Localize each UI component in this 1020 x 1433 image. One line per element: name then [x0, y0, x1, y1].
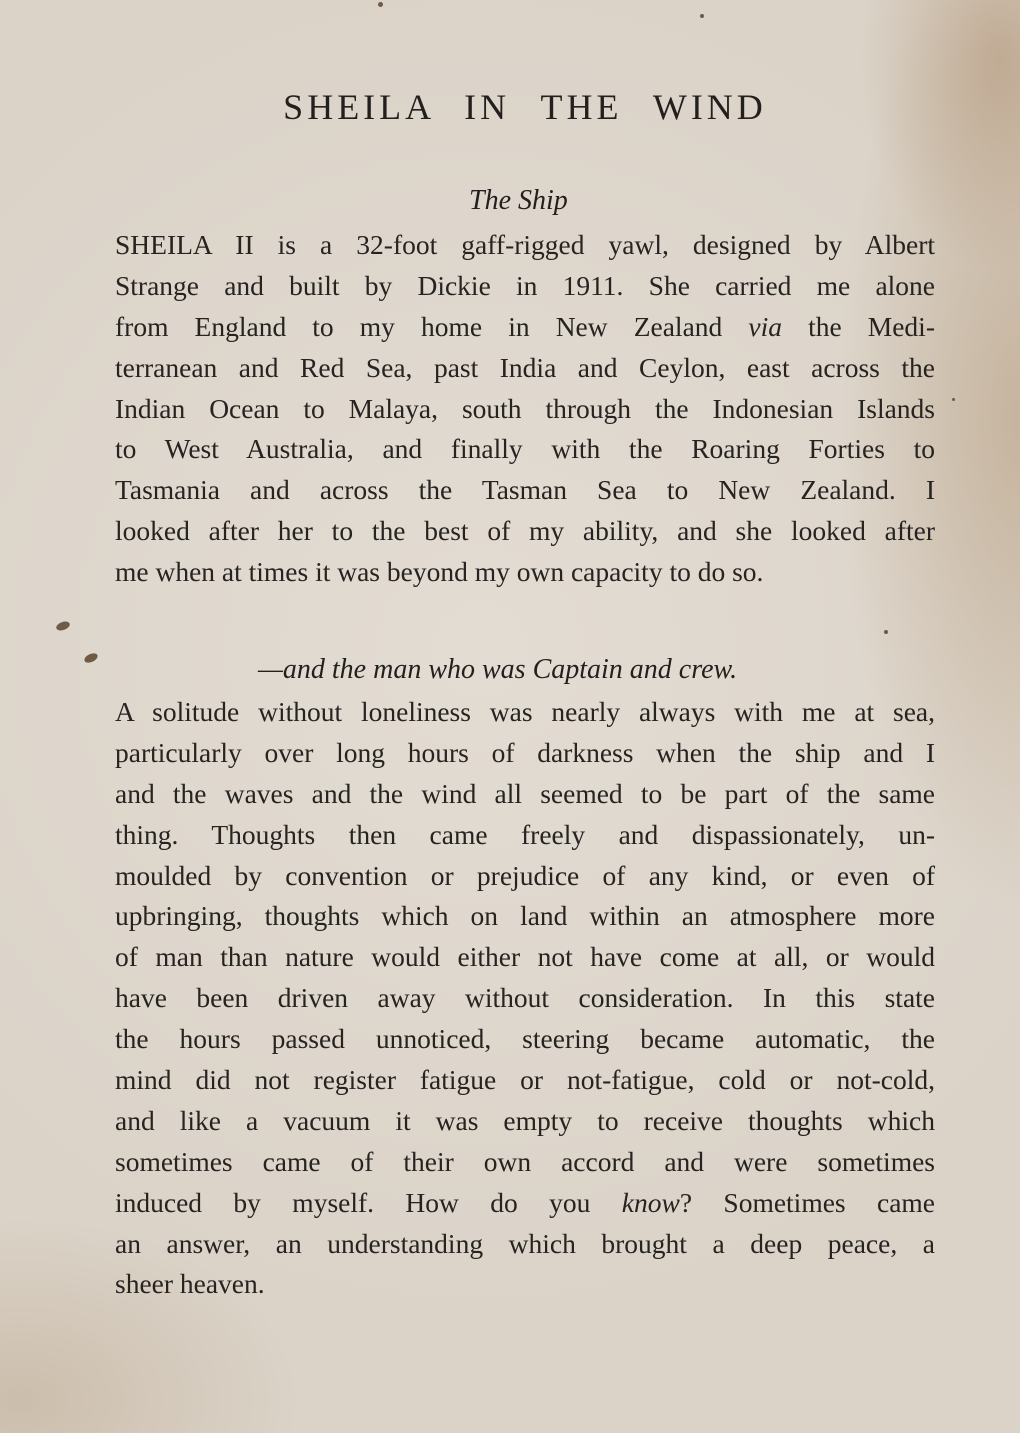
- ink-speck: [83, 651, 99, 664]
- text-line: SHEILA II is a 32-foot gaff-rigged yawl, designed by Albert: [115, 229, 935, 260]
- italic-word: know: [621, 1186, 680, 1218]
- text-line: of man than nature would either not have come at all, or would: [115, 941, 935, 973]
- text-line: sometimes came of their own accord and were sometimes: [115, 1145, 935, 1177]
- italic-word: via: [748, 310, 782, 342]
- text-line: particularly over long hours of darkness when the ship and I: [115, 736, 935, 768]
- text-line: have been driven away without consideration. In this state: [115, 982, 935, 1014]
- text-line: an answer, an understanding which brought a deep peace, a: [115, 1227, 935, 1259]
- text-line: A solitude without loneliness was nearly always with me at sea,: [115, 696, 935, 727]
- ink-speck: [952, 398, 955, 401]
- text-line: Indian Ocean to Malaya, south through the Indonesian Islands: [115, 392, 935, 424]
- text-line: and like a vacuum it was empty to receive thoughts which: [115, 1104, 935, 1136]
- page-title: SHEILA IN THE WIND: [283, 87, 767, 127]
- text-line: mind did not register fatigue or not-fatigue, cold or not-cold,: [115, 1064, 935, 1096]
- paragraph-the-ship: [115, 225, 935, 593]
- ink-speck: [884, 630, 888, 634]
- ink-speck: [55, 620, 71, 632]
- text-line: moulded by convention or prejudice of any kind, or even of: [115, 859, 935, 891]
- text-line: me when at times it was beyond my own capacity to do so.: [115, 556, 764, 588]
- text-line: looked after her to the best of my ability, and she looked after: [115, 515, 935, 547]
- text-line: Strange and built by Dickie in 1911. She carried me alone: [115, 269, 935, 301]
- text-line: from England to my home in New Zealand via the Medi-: [115, 310, 935, 342]
- text-line: thing. Thoughts then came freely and dispassionately, un-: [115, 818, 935, 850]
- ink-speck: [700, 14, 704, 18]
- text-line: upbringing, thoughts which on land within an atmosphere more: [115, 900, 935, 932]
- text-line: sheer heaven.: [115, 1268, 265, 1300]
- text-line: terranean and Red Sea, past India and Ceylon, east across the: [115, 351, 935, 383]
- section-heading-captain-and-crew: —and the man who was Captain and crew.: [258, 654, 738, 685]
- text-line: to West Australia, and finally with the Roaring Forties to: [115, 433, 935, 465]
- text-line: the hours passed unnoticed, steering became automatic, the: [115, 1023, 935, 1055]
- text-line: Tasmania and across the Tasman Sea to New Zealand. I: [115, 474, 935, 506]
- text-line: induced by myself. How do you know? Sometimes came: [115, 1186, 935, 1218]
- section-heading-the-ship: The Ship: [469, 185, 568, 216]
- paragraph-captain-and-crew: [115, 692, 935, 1305]
- text-line: and the waves and the wind all seemed to be part of the same: [115, 777, 935, 809]
- ink-speck: [378, 2, 383, 7]
